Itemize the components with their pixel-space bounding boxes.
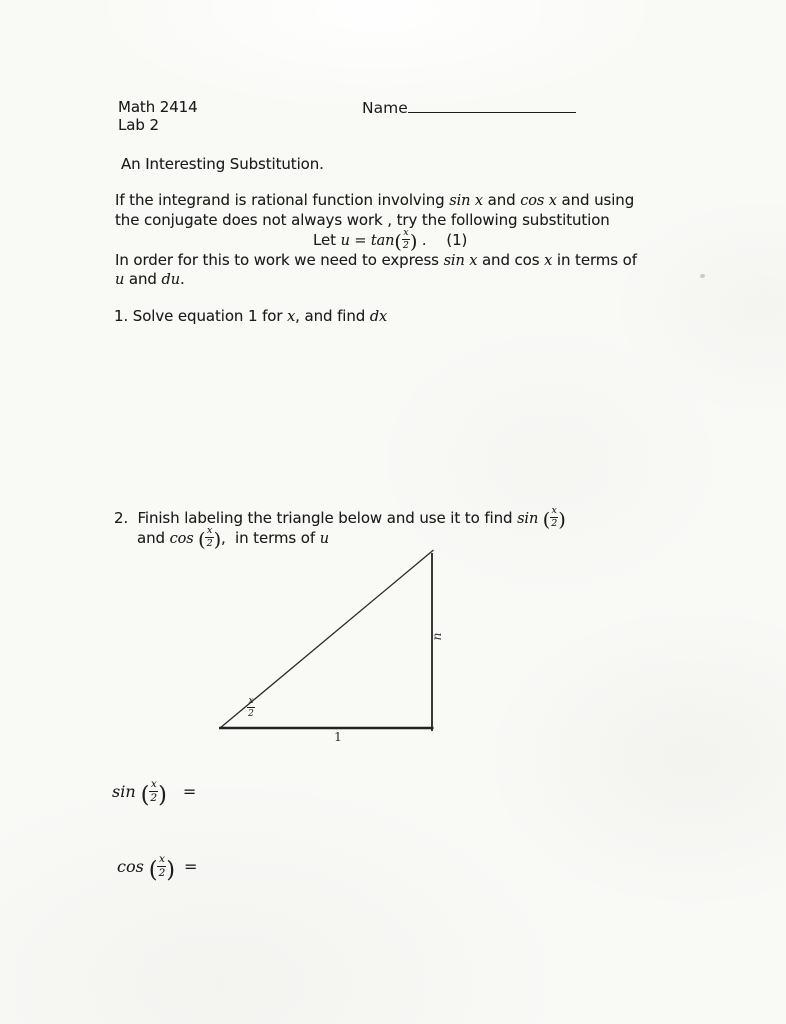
close-paren: ) bbox=[213, 528, 222, 551]
math-cos-x: cos x bbox=[520, 193, 557, 209]
text-run: and bbox=[137, 528, 170, 547]
close-paren: ) bbox=[410, 230, 418, 253]
fraction-x-over-2 bbox=[550, 506, 558, 529]
math-x: x bbox=[544, 253, 553, 269]
open-paren: ( bbox=[542, 508, 551, 531]
triangle-side-u-label: u bbox=[431, 632, 447, 641]
math-sin-x: sin x bbox=[449, 193, 483, 209]
question-1 bbox=[114, 306, 387, 327]
fraction-numerator: x bbox=[551, 505, 557, 516]
fraction-numerator: x bbox=[248, 696, 254, 706]
text-run: In order for this to work we need to express bbox=[115, 251, 444, 269]
text-run: and cos bbox=[477, 251, 545, 269]
math-u: u bbox=[115, 272, 125, 288]
open-paren: ( bbox=[394, 230, 402, 253]
math-cos: cos bbox=[169, 530, 199, 547]
name-blank-line bbox=[408, 99, 576, 113]
triangle-angle-label bbox=[247, 697, 255, 719]
answer-cos-expression bbox=[117, 855, 197, 882]
fraction-denominator: 2 bbox=[158, 867, 166, 879]
text-run: the conjugate does not always work , try the following substitution bbox=[115, 211, 610, 229]
open-paren: ( bbox=[140, 782, 150, 808]
math-sin: sin bbox=[517, 510, 543, 527]
fraction-x-over-2 bbox=[402, 228, 410, 251]
math-sin-x: sin x bbox=[443, 253, 478, 269]
text-run: 2. Finish labeling the triangle below and use it to find bbox=[114, 508, 518, 527]
fraction-denominator: 2 bbox=[206, 538, 213, 549]
scan-artifact-speck bbox=[700, 274, 705, 278]
lab-number: Lab 2 bbox=[118, 116, 159, 134]
text-run: , in terms of bbox=[221, 528, 320, 547]
intro-line-1 bbox=[115, 190, 634, 211]
triangle-figure bbox=[205, 543, 445, 743]
text-run: and bbox=[124, 270, 162, 288]
text-run: and bbox=[483, 191, 521, 209]
triangle-base-label: 1 bbox=[334, 729, 342, 744]
name-field-row bbox=[362, 99, 576, 117]
fraction-x-over-2 bbox=[149, 779, 158, 804]
equals-sign: = bbox=[182, 781, 197, 801]
lab-header bbox=[118, 115, 159, 135]
text-run: . bbox=[179, 270, 185, 288]
open-paren: ( bbox=[148, 857, 158, 883]
math-u-equals-tan: u = tan bbox=[340, 232, 395, 249]
fraction-numerator: x bbox=[403, 227, 409, 238]
fraction-numerator: x bbox=[150, 778, 157, 790]
fraction-denominator: 2 bbox=[551, 518, 558, 529]
intro-equation-line bbox=[313, 229, 467, 252]
close-paren: ) bbox=[158, 782, 167, 808]
equation-number: (1) bbox=[446, 230, 468, 249]
text-run: 1. Solve equation 1 for bbox=[114, 307, 288, 325]
fraction-denominator: 2 bbox=[248, 708, 254, 719]
math-x: x bbox=[287, 309, 296, 325]
worksheet-title bbox=[121, 154, 324, 174]
open-paren: ( bbox=[198, 528, 206, 551]
text-run: and using bbox=[556, 191, 635, 209]
text-run: If the integrand is rational function involving bbox=[115, 191, 450, 209]
fraction-numerator: x bbox=[158, 853, 165, 865]
intro-line-4 bbox=[115, 250, 637, 271]
fraction-denominator: 2 bbox=[402, 240, 409, 251]
title-text: An Interesting Substitution. bbox=[121, 155, 324, 173]
answer-sin-expression bbox=[112, 780, 196, 807]
math-cos: cos bbox=[117, 856, 149, 876]
intro-line-5 bbox=[115, 269, 185, 290]
math-sin: sin bbox=[112, 781, 141, 801]
close-paren: ) bbox=[558, 508, 566, 531]
text-run: Let bbox=[313, 230, 341, 249]
fraction-x-over-2 bbox=[157, 854, 166, 879]
math-du: du bbox=[161, 272, 180, 288]
text-run: . bbox=[417, 232, 427, 249]
course-code: Math 2414 bbox=[118, 98, 198, 116]
math-dx: dx bbox=[369, 309, 388, 325]
text-run: , and find bbox=[295, 307, 370, 325]
course-header bbox=[118, 97, 198, 117]
name-label: Name bbox=[362, 99, 408, 117]
fraction-denominator: 2 bbox=[150, 792, 158, 804]
fraction-numerator: x bbox=[206, 525, 213, 536]
math-u: u bbox=[319, 530, 329, 547]
close-paren: ) bbox=[166, 857, 175, 883]
text-run: in terms of bbox=[552, 251, 637, 269]
intro-line-2 bbox=[115, 210, 610, 230]
equals-sign: = bbox=[184, 856, 198, 876]
